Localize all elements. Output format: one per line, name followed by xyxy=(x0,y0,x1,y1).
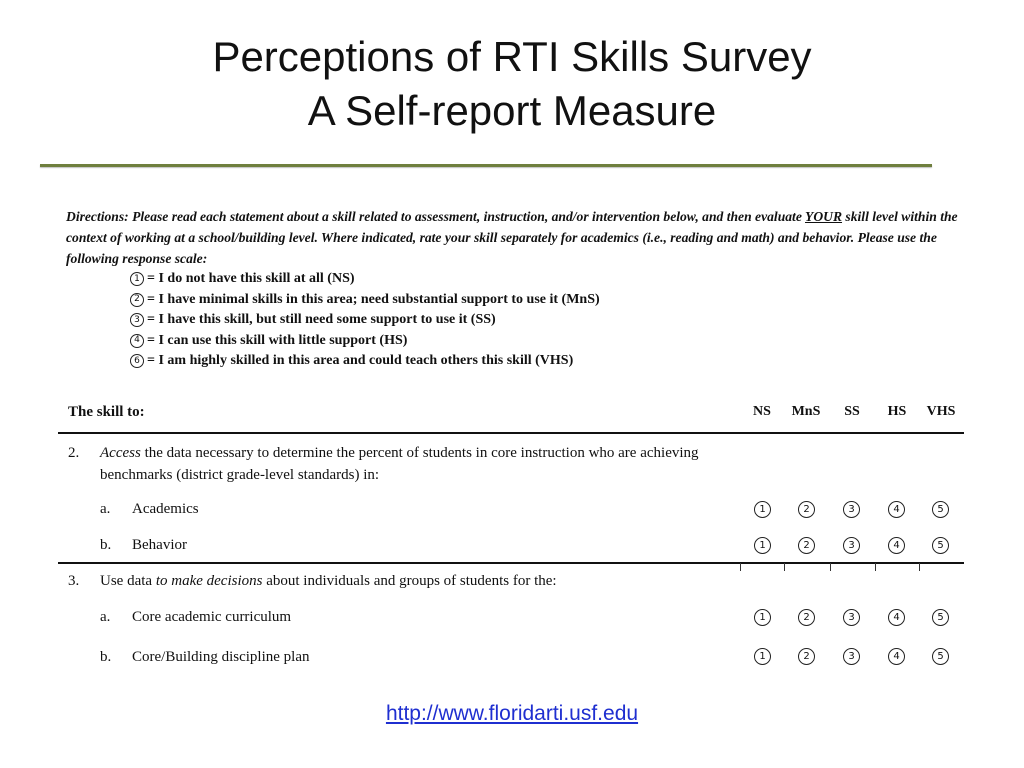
column-header-hs: HS xyxy=(887,404,907,419)
scale-row xyxy=(130,351,966,372)
sub-item-label: Core/Building discipline plan xyxy=(132,649,310,665)
rating-option-2a-vhs[interactable]: 5 xyxy=(932,501,949,518)
column-header-vhs: VHS xyxy=(926,404,956,419)
title-line-2: A Self-report Measure xyxy=(307,87,717,134)
rating-option-2b-ns[interactable]: 1 xyxy=(754,537,771,554)
rating-option-3b-mns[interactable]: 2 xyxy=(798,648,815,665)
survey-item-3 xyxy=(68,570,968,670)
directions-paragraph xyxy=(66,206,966,269)
column-header-mns: MnS xyxy=(791,404,821,419)
item-text-body: about individuals and groups of students for the: xyxy=(262,573,557,589)
rating-option-2a-ss[interactable]: 3 xyxy=(843,501,860,518)
sub-item-label: Academics xyxy=(132,501,199,517)
sub-item-letter: b. xyxy=(100,537,112,553)
header-rule xyxy=(58,432,964,434)
section-rule xyxy=(58,562,964,564)
rating-option-2a-ns[interactable]: 1 xyxy=(754,501,771,518)
scale-text: = I can use this skill with little support (HS) xyxy=(147,332,408,348)
rating-option-2b-ss[interactable]: 3 xyxy=(843,537,860,554)
rating-option-3a-mns[interactable]: 2 xyxy=(798,609,815,626)
rating-option-3a-hs[interactable]: 4 xyxy=(888,609,905,626)
directions-text-after: skill level within the context of working at a school/building level. Where indicated, rate your skill separately for academics (i.e., reading and math) and behavior. Please use the following response scale: xyxy=(66,209,958,266)
scale-number-icon: 2 xyxy=(130,293,144,307)
scale-text: = I am highly skilled in this area and could teach others this skill (VHS) xyxy=(147,353,574,369)
item-number: 2. xyxy=(68,445,80,461)
survey-document xyxy=(66,206,966,665)
rating-option-3b-ns[interactable]: 1 xyxy=(754,648,771,665)
item-emphasis: Access xyxy=(100,445,141,461)
rating-option-2a-mns[interactable]: 2 xyxy=(798,501,815,518)
item-text-pre: Use data xyxy=(100,573,156,589)
rating-option-2b-vhs[interactable]: 5 xyxy=(932,537,949,554)
rating-option-3a-vhs[interactable]: 5 xyxy=(932,609,949,626)
scale-number-icon: 1 xyxy=(130,272,144,286)
item-number: 3. xyxy=(68,573,80,589)
title-divider xyxy=(40,164,932,167)
sub-item-letter: b. xyxy=(100,649,112,665)
rating-option-2b-mns[interactable]: 2 xyxy=(798,537,815,554)
scale-row xyxy=(130,269,966,290)
scale-row xyxy=(130,290,966,311)
rating-option-3b-vhs[interactable]: 5 xyxy=(932,648,949,665)
rating-option-3a-ns[interactable]: 1 xyxy=(754,609,771,626)
directions-lead: Directions: xyxy=(66,209,129,224)
rating-option-2b-hs[interactable]: 4 xyxy=(888,537,905,554)
scale-text: = I have this skill, but still need some support to use it (SS) xyxy=(147,312,496,328)
column-header-ss: SS xyxy=(844,404,860,419)
response-scale xyxy=(130,269,966,372)
scale-number-icon: 6 xyxy=(130,354,144,368)
directions-text-before: Please read each statement about a skill related to assessment, instruction, and/or intervention below, and then evaluate xyxy=(128,209,806,224)
source-link[interactable]: http://www.floridarti.usf.edu xyxy=(385,702,639,725)
item-text xyxy=(100,570,800,592)
skill-column-header: The skill to: xyxy=(68,404,145,420)
slide-title xyxy=(0,30,1024,138)
sub-item-letter: a. xyxy=(100,609,111,625)
title-line-1: Perceptions of RTI Skills Survey xyxy=(212,33,812,80)
scale-row xyxy=(130,310,966,331)
item-text-body: the data necessary to determine the percent of students in core instruction who are achieving benchmarks (district grade-level standards) in: xyxy=(100,445,699,483)
scale-number-icon: 3 xyxy=(130,313,144,327)
survey-item-2 xyxy=(68,442,968,562)
sub-item-label: Behavior xyxy=(132,537,187,553)
scale-text: = I do not have this skill at all (NS) xyxy=(147,271,355,287)
rating-option-3b-hs[interactable]: 4 xyxy=(888,648,905,665)
rating-option-3a-ss[interactable]: 3 xyxy=(843,609,860,626)
item-text xyxy=(100,442,740,486)
scale-number-icon: 4 xyxy=(130,334,144,348)
table-header xyxy=(66,402,966,432)
rating-option-3b-ss[interactable]: 3 xyxy=(843,648,860,665)
rating-option-2a-hs[interactable]: 4 xyxy=(888,501,905,518)
scale-row xyxy=(130,331,966,352)
column-header-ns: NS xyxy=(753,404,771,419)
sub-item-label: Core academic curriculum xyxy=(132,609,292,625)
directions-emphasis: YOUR xyxy=(805,209,843,224)
scale-text: = I have minimal skills in this area; need substantial support to use it (MnS) xyxy=(147,291,600,307)
item-emphasis: to make decisions xyxy=(155,573,263,589)
sub-item-letter: a. xyxy=(100,501,111,517)
